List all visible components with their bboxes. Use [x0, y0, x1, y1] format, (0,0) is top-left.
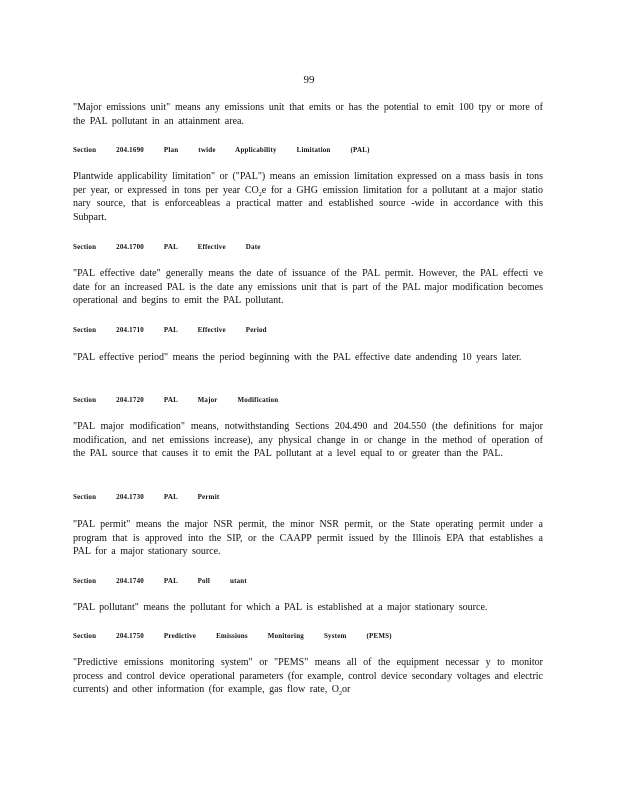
section-body: Plantwide applicability limitation" or ("PAL") means an emission limitation expressed on a mass basis in tons per year, or expressed in tons per year $CO_2e$ for a GHG emission limitation for a pollutant at a major statio nary source, that is enforceableas a practical matter and established source -wide in accordance with this Subpart. [73, 171, 543, 223]
section-body: "Predictive emissions monitoring system" or "PEMS" means all of the equipment necessar y to monitor process and control device operational parameters (for example, control device secondary voltages and electric currents) and other information (for example, gas flow rate, $O_2or$ [73, 657, 543, 697]
intro-paragraph: "Major emissions unit" means any emissions unit that emits or has the potential to emit 100 tpy or more of the PAL pollutant in an attainment area. [73, 102, 543, 127]
section-heading-204-1730 [73, 493, 543, 501]
section-body: "PAL effective period" means the period beginning with the PAL effective date andending 10 years later. [73, 352, 522, 363]
section-heading: Section 204.1740 PAL Poll utant [73, 577, 247, 585]
section-body-204-1710 [73, 351, 543, 365]
section-body: "PAL major modification" means, notwithstanding Sections 204.490 and 204.550 (the definitions for major modification, and net emissions increase), any physical change in or change in the method of operation of the PAL source that causes it to emit the PAL pollutant at a level equal to or greater than the PAL. [73, 421, 543, 459]
section-heading: Section 204.1750 Predictive Emissions Monitoring System (PEMS) [73, 632, 392, 640]
section-heading: Section 204.1720 PAL Major Modification [73, 396, 279, 404]
section-heading: Section 204.1700 PAL Effective Date [73, 243, 261, 251]
section-heading-204-1710 [73, 326, 543, 334]
definition-major-emissions-unit [73, 101, 543, 128]
section-body: "PAL permit" means the major NSR permit, the minor NSR permit, or the State operating permit under a program that is approved into the SIP, or the CAAPP permit issued by the Illinois EPA that establishes a PAL for a major stationary source. [73, 519, 543, 557]
section-heading-204-1690 [73, 146, 543, 154]
section-heading-204-1700 [73, 243, 543, 251]
section-heading-204-1720 [73, 396, 543, 404]
section-heading: Section 204.1730 PAL Permit [73, 493, 220, 501]
section-body-204-1740 [73, 601, 543, 615]
section-body: "PAL pollutant" means the pollutant for which a PAL is established at a major stationary source. [73, 602, 488, 613]
section-body-204-1750 [73, 656, 543, 697]
section-heading-204-1740 [73, 577, 543, 585]
section-body-204-1720 [73, 420, 543, 461]
page-number: 99 [303, 74, 315, 86]
section-body-204-1690 [73, 170, 543, 224]
section-body: "PAL effective date" generally means the date of issuance of the PAL permit. However, the PAL effecti ve date for an increased PAL is the date any emissions unit that is part of the PAL major modification becomes operational and begins to emit the PAL pollutant. [73, 268, 543, 306]
section-heading: Section 204.1690 Plan twide Applicability Limitation (PAL) [73, 146, 370, 154]
section-heading: Section 204.1710 PAL Effective Period [73, 326, 267, 334]
section-heading-204-1750 [73, 632, 543, 640]
section-body-204-1700 [73, 267, 543, 308]
section-body-204-1730 [73, 518, 543, 559]
